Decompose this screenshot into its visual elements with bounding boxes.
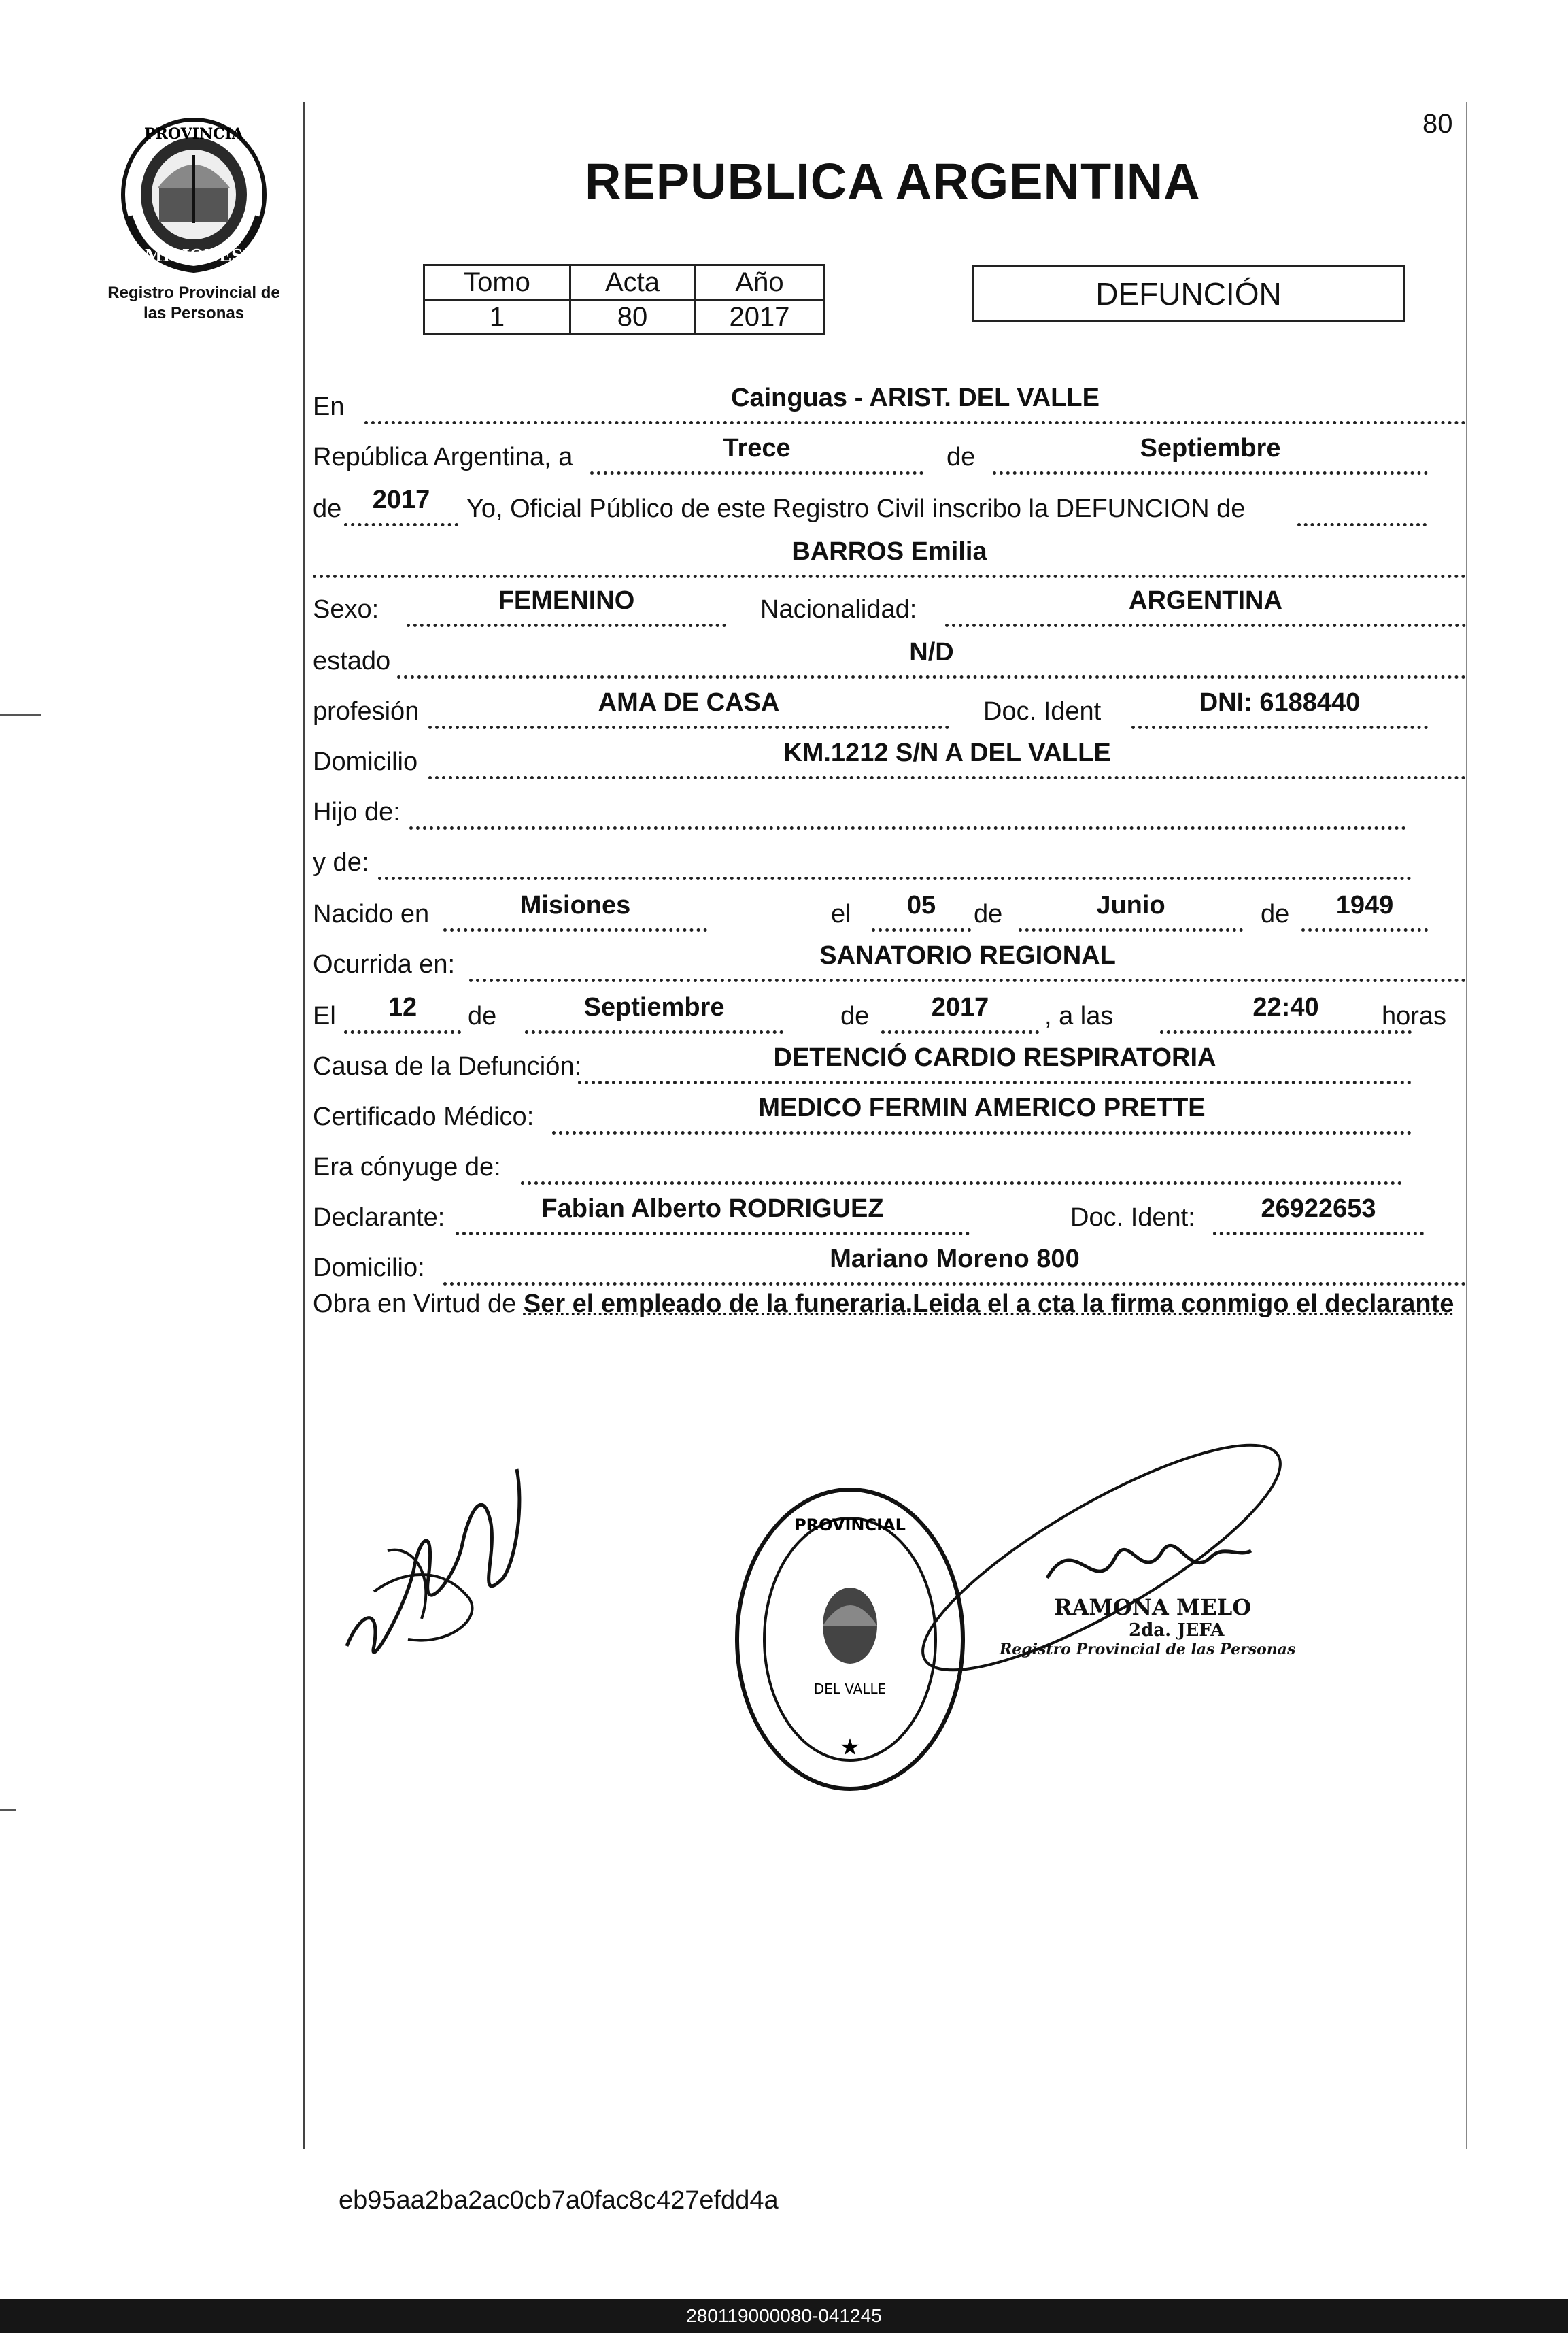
- field-declarante-doc: [1213, 1194, 1424, 1235]
- field-profesion: [428, 688, 949, 729]
- value-nac-mes: Junio: [1096, 891, 1165, 920]
- provincia-misiones-seal-logo: [117, 114, 271, 275]
- row-declarante-domicilio: [313, 1245, 1469, 1290]
- field-lugar: [364, 384, 1466, 424]
- row-domicilio: [313, 739, 1469, 784]
- value-mes: Septiembre: [1140, 434, 1281, 463]
- row-estado: [313, 638, 1469, 683]
- value-sexo: FEMENINO: [498, 586, 635, 615]
- svg-text:DEL VALLE: DEL VALLE: [813, 1681, 887, 1697]
- label-y-de: y de:: [313, 848, 369, 877]
- margin-mark: [0, 714, 41, 716]
- field-declarante: [456, 1194, 970, 1235]
- row-hijo-de: [313, 793, 1469, 834]
- label-a-las: , a las: [1044, 1002, 1114, 1030]
- label-declarante: Declarante:: [313, 1203, 445, 1232]
- label-estado: estado: [313, 647, 391, 675]
- row-ocurrida: [313, 941, 1469, 986]
- row-obra: [313, 1286, 1466, 1322]
- value-dia: Trece: [723, 434, 791, 463]
- field-anio: [344, 486, 458, 526]
- row-name: [313, 537, 1469, 582]
- label-de: de: [974, 900, 1003, 928]
- field-nacido-en: [443, 891, 707, 932]
- row-death-date: [313, 993, 1469, 1038]
- act-type-box: DEFUNCIÓN: [972, 265, 1405, 322]
- label-ocurrida-en: Ocurrida en:: [313, 950, 456, 979]
- field-hijo-de: [409, 792, 1406, 830]
- field-domicilio: [428, 739, 1466, 779]
- label-obra: Obra en Virtud de: [313, 1290, 517, 1318]
- acta-value: 80: [570, 300, 695, 335]
- label-domicilio: Domicilio: [313, 748, 418, 776]
- field-nac-anio: [1301, 891, 1428, 932]
- value-obra: Ser el empleado de la funeraria.Leida el a cta la firma conmigo el declarante: [523, 1290, 1454, 1318]
- row-date: [313, 434, 1469, 479]
- label-nacionalidad: Nacionalidad:: [760, 595, 917, 624]
- row-birth: [313, 891, 1469, 936]
- row-place: [313, 384, 1469, 429]
- field-doc: [1131, 688, 1428, 729]
- value-estado: N/D: [909, 638, 954, 667]
- svg-text:MISIONES: MISIONES: [144, 246, 243, 265]
- field-dia: [590, 434, 923, 475]
- svg-text:PROVINCIA: PROVINCIA: [144, 125, 243, 143]
- field-def-mes: [525, 993, 783, 1034]
- row-year: [313, 486, 1469, 531]
- row-profession-doc: [313, 688, 1469, 733]
- field-mes: [993, 434, 1428, 475]
- anio-value: 2017: [695, 300, 825, 335]
- row-declarante: [313, 1194, 1469, 1239]
- value-certificado: MEDICO FERMIN AMERICO PRETTE: [758, 1094, 1206, 1122]
- field-def-dia: [344, 993, 461, 1034]
- value-ocurrida-en: SANATORIO REGIONAL: [819, 941, 1116, 970]
- row-sex-nationality: [313, 586, 1469, 631]
- field-nac-mes: [1019, 891, 1243, 932]
- field-ocurrida-en: [469, 941, 1466, 982]
- field-estado: [397, 638, 1466, 679]
- registry-name: Registro Provincial de las Personas: [107, 284, 280, 322]
- field-nacionalidad: [945, 586, 1466, 627]
- label-de: de: [1261, 900, 1290, 928]
- value-def-dia: 12: [388, 993, 417, 1022]
- value-anio: 2017: [372, 486, 430, 514]
- field-y-de: [378, 843, 1412, 880]
- field-certificado: [552, 1094, 1412, 1135]
- label-profesion: profesión: [313, 697, 420, 726]
- field-nac-dia: [872, 891, 971, 932]
- value-def-mes: Septiembre: [583, 993, 725, 1022]
- document-title: REPUBLICA ARGENTINA: [585, 153, 1201, 209]
- label-sexo: Sexo:: [313, 595, 379, 624]
- label-doc-ident: Doc. Ident:: [1070, 1203, 1195, 1232]
- value-doc: DNI: 6188440: [1199, 688, 1361, 717]
- value-declarante-doc: 26922653: [1261, 1194, 1376, 1223]
- officer-block: [1000, 1594, 1340, 1658]
- value-profesion: AMA DE CASA: [598, 688, 780, 717]
- label-de: de: [840, 1002, 870, 1030]
- svg-text:PROVINCIAL: PROVINCIAL: [794, 1515, 906, 1534]
- label-causa: Causa de la Defunción:: [313, 1052, 582, 1081]
- margin-mark: [0, 1809, 16, 1811]
- page-number: 80: [1422, 109, 1453, 139]
- book-reference-table: [423, 264, 825, 335]
- value-nombre: BARROS Emilia: [791, 537, 987, 566]
- left-margin-rule: [303, 102, 305, 2149]
- field-def-anio: [881, 993, 1039, 1034]
- footer-id: 280119000080-041245: [0, 2299, 1568, 2333]
- value-causa: DETENCIÓ CARDIO RESPIRATORIA: [773, 1043, 1216, 1072]
- officer-role: 2da. JEFA: [1129, 1620, 1225, 1641]
- field-conyuge: [521, 1147, 1402, 1185]
- value-domicilio: KM.1212 S/N A DEL VALLE: [783, 739, 1111, 767]
- row-conyuge: [313, 1148, 1469, 1189]
- label-el: el: [831, 900, 851, 928]
- field-sexo: [407, 586, 726, 627]
- label-de: de: [947, 443, 976, 471]
- label-hijo-de: Hijo de:: [313, 798, 400, 826]
- label-El: El: [313, 1002, 336, 1030]
- document-hash: eb95aa2ba2ac0cb7a0fac8c427efdd4a: [339, 2186, 779, 2215]
- label-nacido-en: Nacido en: [313, 900, 430, 928]
- tomo-value: 1: [424, 300, 570, 335]
- value-def-anio: 2017: [931, 993, 989, 1022]
- label-en: En: [313, 392, 345, 421]
- value-def-hora: 22:40: [1252, 993, 1319, 1022]
- row-certificado: [313, 1094, 1469, 1139]
- declarant-signature: [333, 1442, 530, 1687]
- row-y-de: [313, 843, 1469, 884]
- value-nac-anio: 1949: [1335, 891, 1394, 920]
- book-table-value-row: [424, 300, 825, 335]
- officer-org: Registro Provincial de las Personas: [1000, 1641, 1296, 1658]
- value-nacionalidad: ARGENTINA: [1129, 586, 1282, 615]
- label-republica: República Argentina, a: [313, 443, 573, 471]
- svg-text:★: ★: [839, 1734, 861, 1760]
- officer-name: RAMONA MELO: [1054, 1594, 1252, 1620]
- value-declarante-domicilio: Mariano Moreno 800: [830, 1245, 1080, 1273]
- label-domicilio: Domicilio:: [313, 1254, 425, 1282]
- value-nacido-en: Misiones: [519, 891, 631, 920]
- anio-header: Año: [695, 265, 825, 300]
- value-declarante: Fabian Alberto RODRIGUEZ: [541, 1194, 884, 1223]
- label-doc-ident: Doc. Ident: [983, 697, 1102, 726]
- field-declarante-domicilio: [443, 1245, 1466, 1286]
- field-inscribo-blank: [1297, 489, 1427, 526]
- value-lugar: Cainguas - ARIST. DEL VALLE: [731, 384, 1100, 412]
- label-certificado: Certificado Médico:: [313, 1103, 534, 1131]
- row-causa: [313, 1043, 1469, 1088]
- tomo-header: Tomo: [424, 265, 570, 300]
- label-de: de: [468, 1002, 497, 1030]
- field-def-hora: [1160, 993, 1412, 1034]
- acta-header: Acta: [570, 265, 695, 300]
- label-horas: horas: [1382, 1002, 1447, 1030]
- value-nac-dia: 05: [906, 891, 936, 920]
- field-causa: [578, 1043, 1412, 1084]
- book-table-header-row: [424, 265, 825, 300]
- label-de: de: [313, 494, 342, 523]
- field-nombre: [313, 537, 1466, 578]
- label-conyuge: Era cónyuge de:: [313, 1153, 501, 1181]
- label-inscribo: Yo, Oficial Público de este Registro Civil inscribo la DEFUNCION de: [466, 494, 1246, 523]
